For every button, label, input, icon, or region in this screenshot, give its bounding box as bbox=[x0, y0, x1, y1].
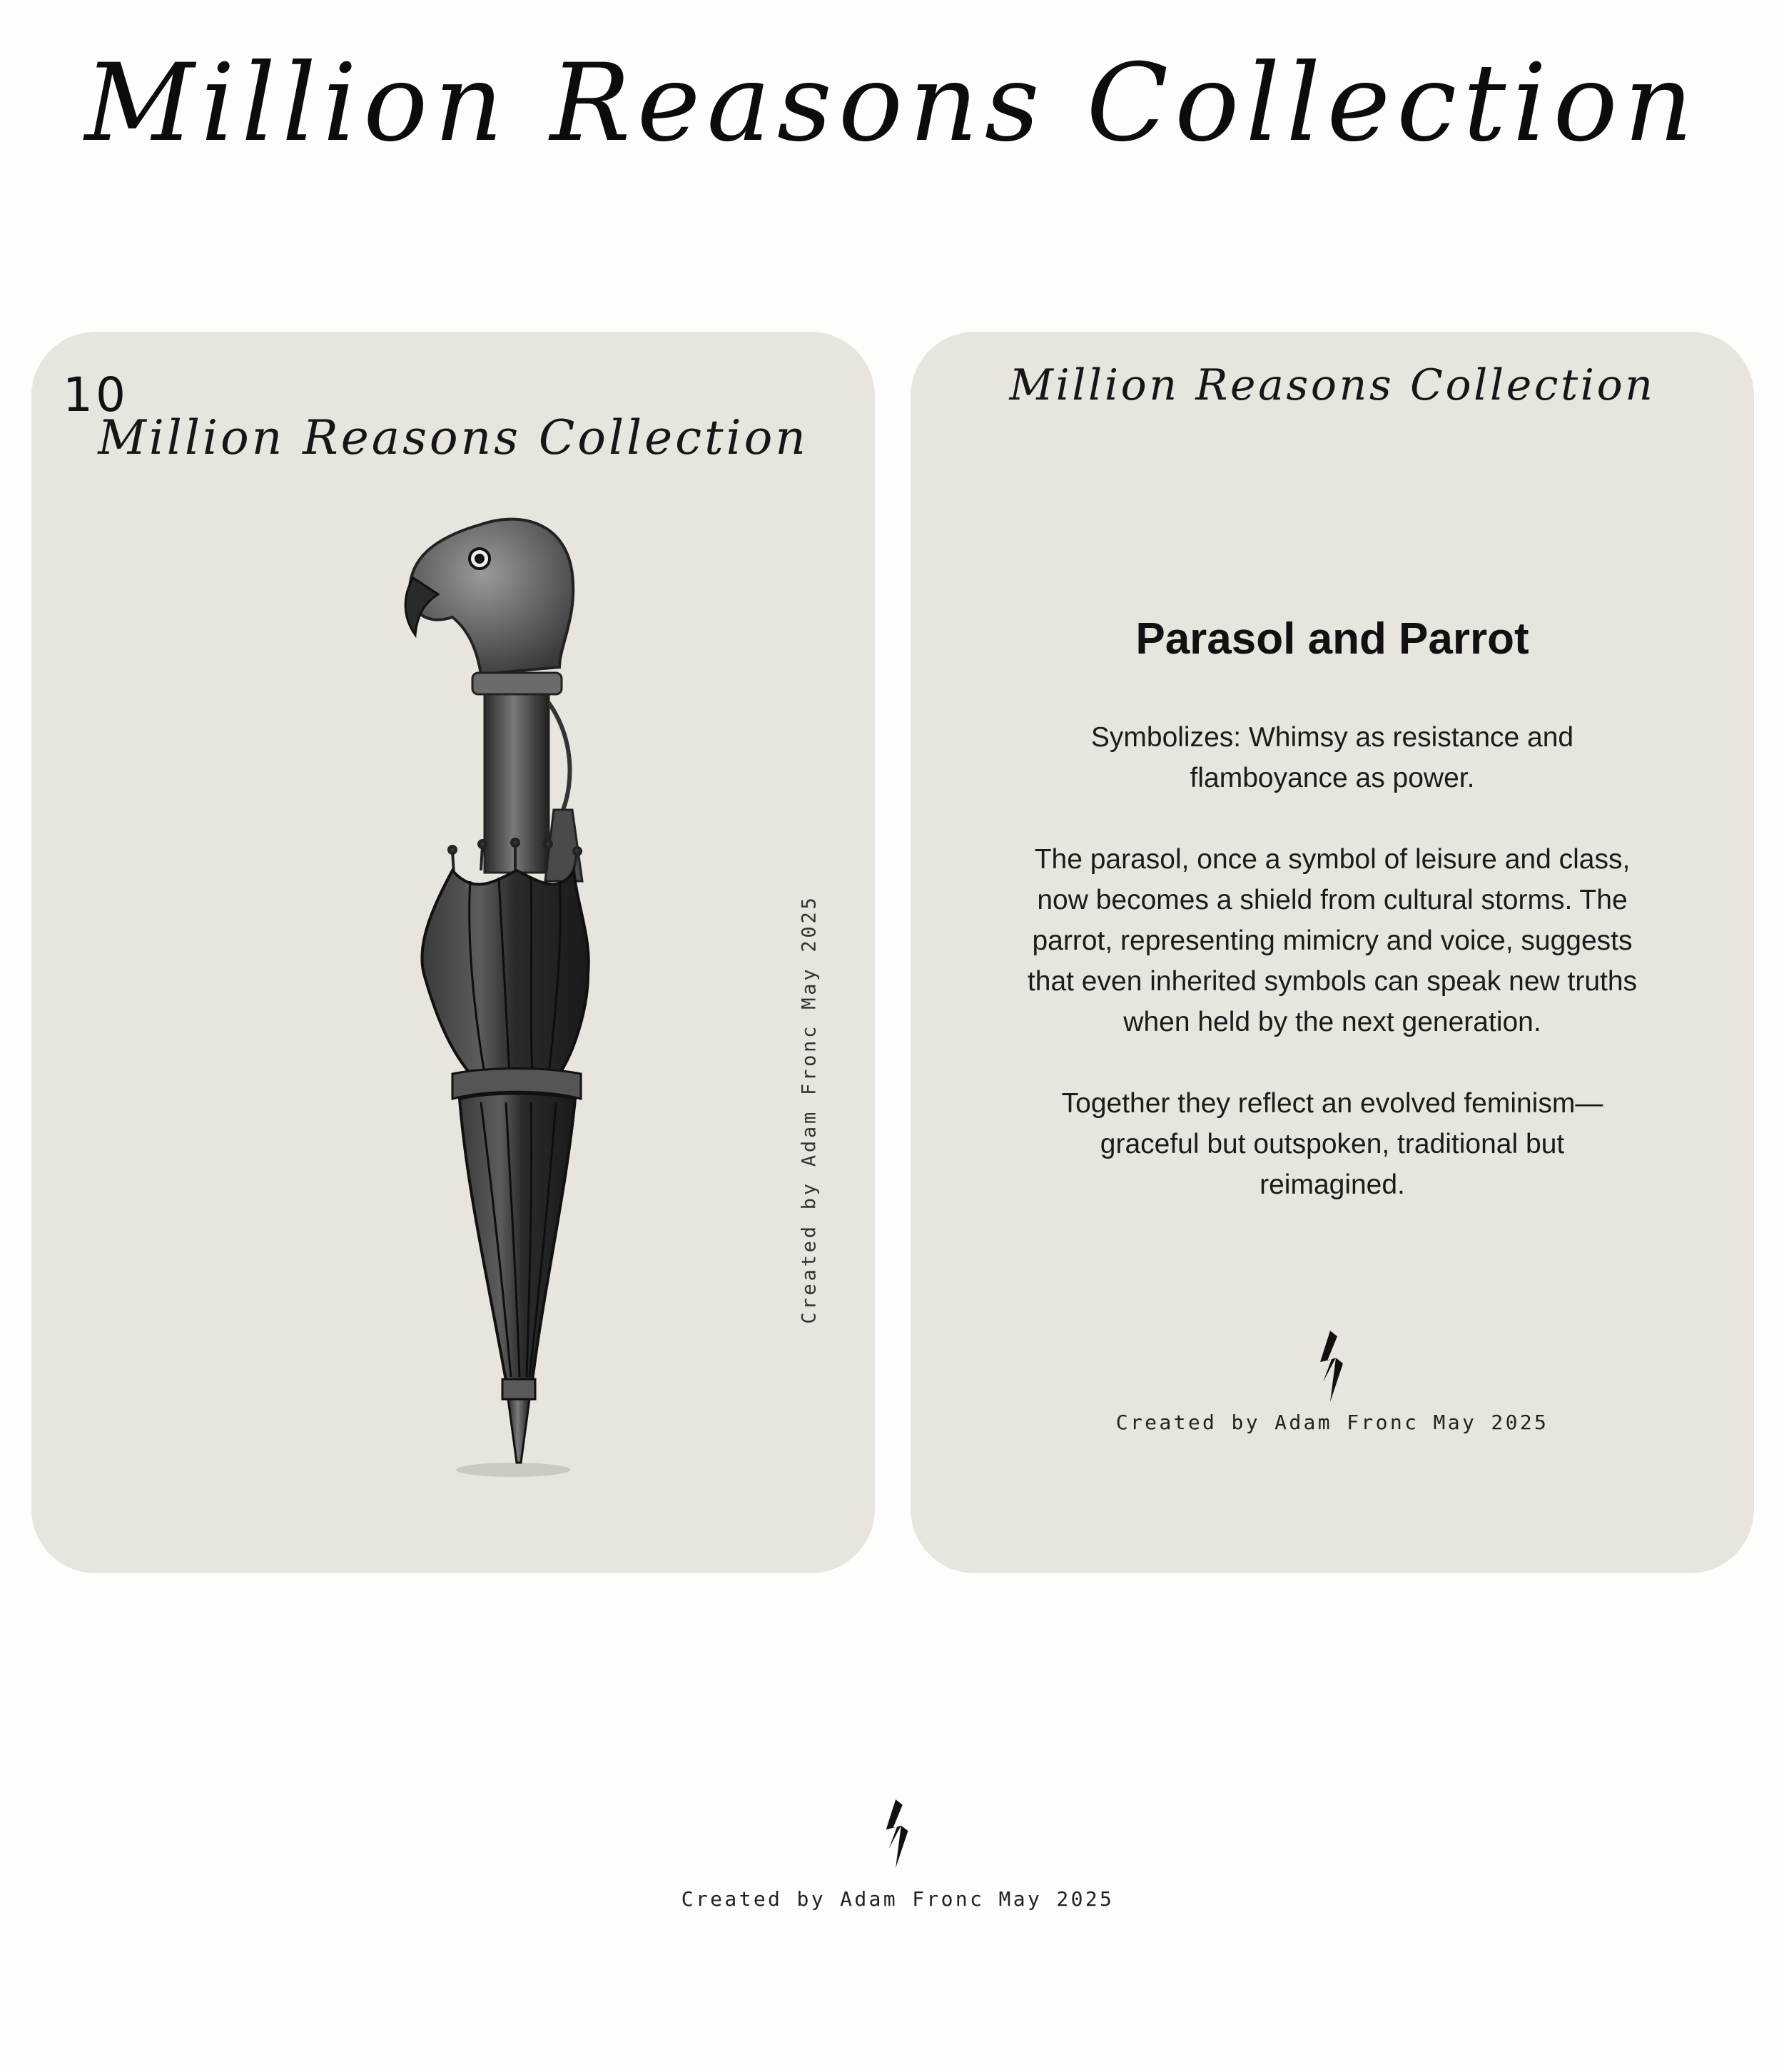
card-number: 10 bbox=[63, 367, 128, 422]
card-front-credit: Created by Adam Fronc May 2025 bbox=[798, 895, 821, 1324]
page-title: Million Reasons Collection bbox=[84, 41, 1700, 166]
lightning-bolt-icon bbox=[1314, 1331, 1350, 1402]
card-description bbox=[1025, 717, 1640, 1246]
parrot-umbrella-illustration bbox=[345, 510, 631, 1509]
lightning-bolt-icon bbox=[881, 1798, 915, 1869]
card-back-credit: Created by Adam Fronc May 2025 bbox=[1115, 1411, 1549, 1434]
footer-credit: Created by Adam Fronc May 2025 bbox=[681, 1887, 1115, 1911]
card-paragraph: Together they reflect an evolved feminism—graceful but outspoken, traditional but reimagined. bbox=[1061, 1088, 1603, 1200]
card-title: Parasol and Parrot bbox=[1135, 614, 1529, 664]
card-back-brand: Million Reasons Collection bbox=[1009, 360, 1656, 410]
card-paragraph: The parasol, once a symbol of leisure and class, now becomes a shield from cultural storms. The parrot, representing mimicry and voice, suggests that even inherited symbols can speak new truths when held by the next generation. bbox=[1027, 844, 1638, 1037]
card-back[interactable] bbox=[911, 332, 1754, 1573]
card-paragraph: Symbolizes: Whimsy as resistance and flamboyance as power. bbox=[1090, 722, 1574, 793]
card-front-brand: Million Reasons Collection bbox=[98, 410, 809, 465]
card-front[interactable] bbox=[31, 332, 875, 1573]
